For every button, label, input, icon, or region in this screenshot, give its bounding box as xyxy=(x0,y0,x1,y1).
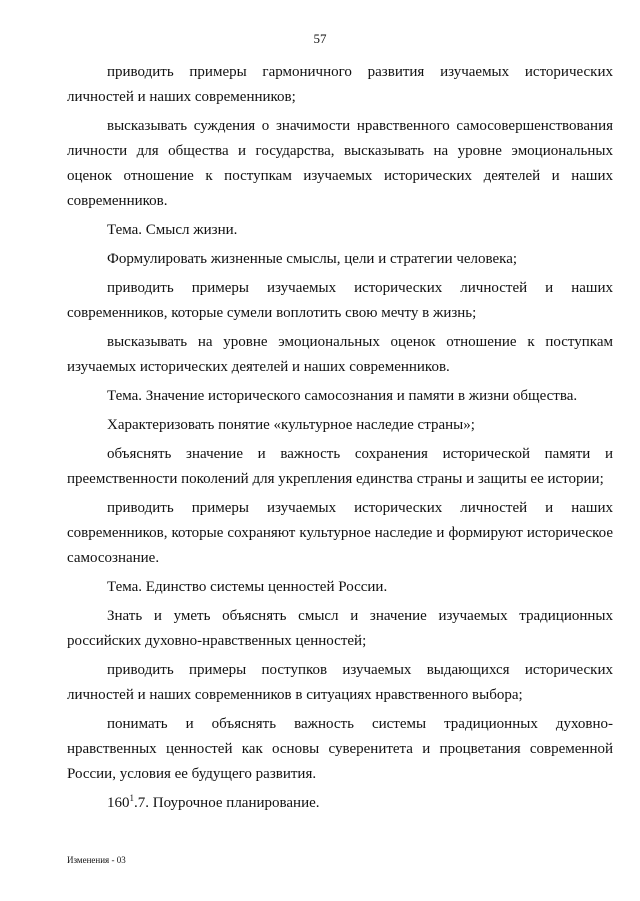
section-heading xyxy=(67,791,613,816)
paragraph: понимать и объяснять важность системы традиционных духовно-нравственных ценностей как основы суверенитета и процветания современной России, условия ее будущего развития. xyxy=(67,716,613,782)
footer-revision: Изменения - 03 xyxy=(67,855,126,865)
paragraph: приводить примеры изучаемых исторических личностей и наших современников, которые сумели воплотить свою мечту в жизнь; xyxy=(67,280,613,321)
body-text xyxy=(67,60,613,820)
paragraph: приводить примеры изучаемых исторических личностей и наших современников, которые сохраняют культурное наследие и формируют историческое самосознание. xyxy=(67,500,613,566)
topic-heading: Тема. Смысл жизни. xyxy=(107,222,238,238)
paragraph: приводить примеры гармоничного развития изучаемых исторических личностей и наших современников; xyxy=(67,64,613,105)
paragraph: высказывать на уровне эмоциональных оценок отношение к поступкам изучаемых исторических деятелей и наших современников. xyxy=(67,334,613,375)
section-title: .7. Поурочное планирование. xyxy=(134,795,320,811)
page-number: 57 xyxy=(313,31,327,46)
section-superscript: 1 xyxy=(129,793,134,803)
paragraph: Знать и уметь объяснять смысл и значение изучаемых традиционных российских духовно-нравственных ценностей; xyxy=(67,608,613,649)
section-number: 160 xyxy=(107,795,130,811)
topic-heading: Тема. Единство системы ценностей России. xyxy=(107,579,388,595)
paragraph: приводить примеры поступков изучаемых выдающихся исторических личностей и наших современников в ситуациях нравственного выбора; xyxy=(67,662,613,703)
paragraph: высказывать суждения о значимости нравственного самосовершенствования личности для общества и государства, высказывать на уровне эмоциональных оценок отношение к поступкам изучаемых исторических деятелей и наших современников. xyxy=(67,118,613,209)
paragraph: Характеризовать понятие «культурное наследие страны»; xyxy=(107,417,475,433)
paragraph: Формулировать жизненные смыслы, цели и стратегии человека; xyxy=(107,251,518,267)
topic-heading: Тема. Значение исторического самосознания и памяти в жизни общества. xyxy=(107,388,578,404)
paragraph: объяснять значение и важность сохранения исторической памяти и преемственности поколений для укрепления единства страны и защиты ее истории; xyxy=(67,446,613,487)
